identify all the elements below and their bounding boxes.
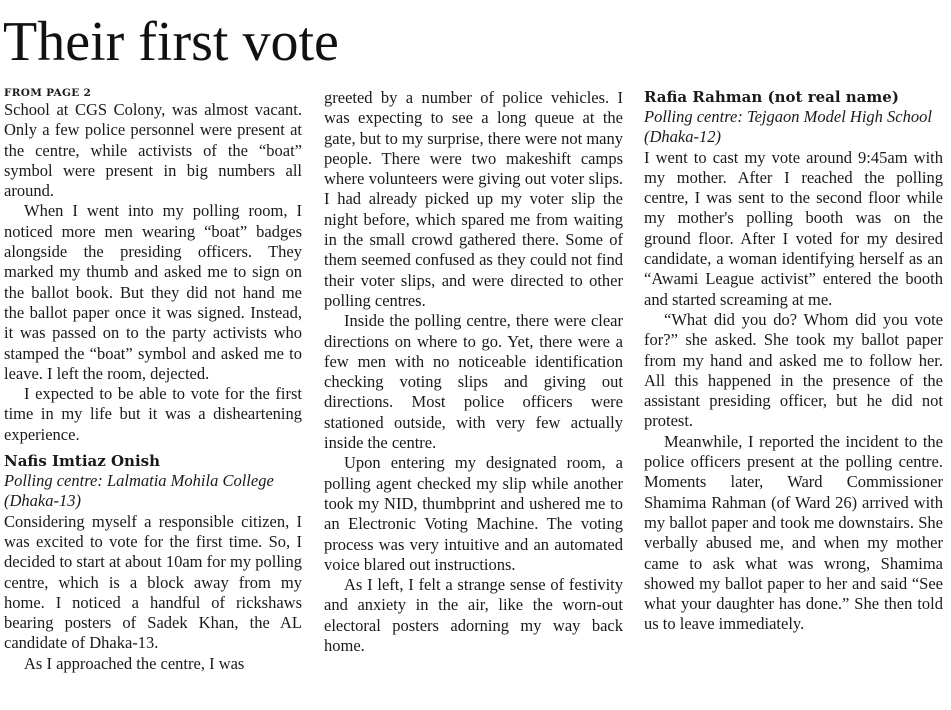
paragraph: Considering myself a responsible citizen, I was excited to vote for the first time. So, I decided to start at about 10am for my polling centre, which is a block away from my home. I noticed a handful of rickshaws bearing posters of Sadek Khan, the AL candidate of Dhaka-13. — [4, 511, 302, 653]
paragraph: I went to cast my vote around 9:45am with my mother. After I reached the polling centre, I was sent to the second floor while my mother's polling booth was on the ground floor. After I voted for my desired candidate, a woman identifying herself as an “Awami League activist” entered the booth and started screaming at me. — [644, 147, 943, 309]
continuation-label: FROM PAGE 2 — [4, 87, 92, 99]
polling-centre: Polling centre: Lalmatia Mohila College (Dhaka-13) — [4, 471, 274, 511]
voter-name: Rafia Rahman (not real name) — [644, 88, 899, 106]
paragraph: I expected to be able to vote for the first time in my life but it was a disheartening experience. — [4, 384, 302, 444]
paragraph: As I left, I felt a strange sense of festivity and anxiety in the air, like the worn-out electoral posters adorning my way back home. — [324, 575, 623, 656]
paragraph: As I approached the centre, I was — [24, 653, 245, 673]
paragraph: Upon entering my designated room, a polling agent checked my slip while another took my NID, thumbprint and ushered me to an Electronic Voting Machine. The voting process was very intuitive and an automated voice blared out instructions. — [324, 453, 623, 574]
article-column-2 — [324, 87, 623, 656]
paragraph: Meanwhile, I reported the incident to the police officers present at the polling centre. Moments later, Ward Commissioner Shamima Rahman (of Ward 26) arrived with my ballot paper and took me downstairs. She verbally abused me, and when my mother came to ask what was wrong, Shamima showed my ballot paper to her and said “See what your daughter has done.” She then told us to leave immediately. — [644, 431, 943, 634]
voter-name: Nafis Imtiaz Onish — [4, 452, 160, 471]
polling-centre: Polling centre: Tejgaon Model High School (Dhaka-12) — [644, 107, 932, 147]
paragraph: greeted by a number of police vehicles. I was expecting to see a long queue at the gate, but to my surprise, there were not many people. There were two makeshift camps where volunteers were giving out voter slips. I had already picked up my voter slip the night before, which spared me from waiting in the small crowd gathered there. Some of them seemed confused as they could not find their voter slips, and were directed to other polling centres. — [324, 88, 623, 310]
paragraph: “What did you do? Whom did you vote for?” she asked. She took my ballot paper from my hand and asked me to follow her. All this happened in the presence of the assistant presiding officer, but he did not protest. — [644, 309, 943, 431]
paragraph: Inside the polling centre, there were clear directions on where to go. Yet, there were a few men with no noticeable identification checking voting slips and giving out directions. Most police officers were stationed outside, with very few actually inside the centre. — [324, 311, 623, 453]
headline: Their first vote — [3, 11, 339, 73]
paragraph: School at CGS Colony, was almost vacant. Only a few police personnel were present at the centre, while activists of the “boat” symbol were present in big numbers all around. — [4, 100, 302, 201]
article-column-3 — [644, 87, 943, 635]
paragraph: When I went into my polling room, I noticed more men wearing “boat” badges alongside the presiding officers. They marked my thumb and asked me to sign on the ballot book. But they did not hand me the ballot paper once it was signed. Instead, it was passed on to the party activists who stamped the “boat” symbol and asked me to leave. I left the room, dejected. — [4, 201, 302, 383]
article-column-1 — [4, 87, 302, 674]
